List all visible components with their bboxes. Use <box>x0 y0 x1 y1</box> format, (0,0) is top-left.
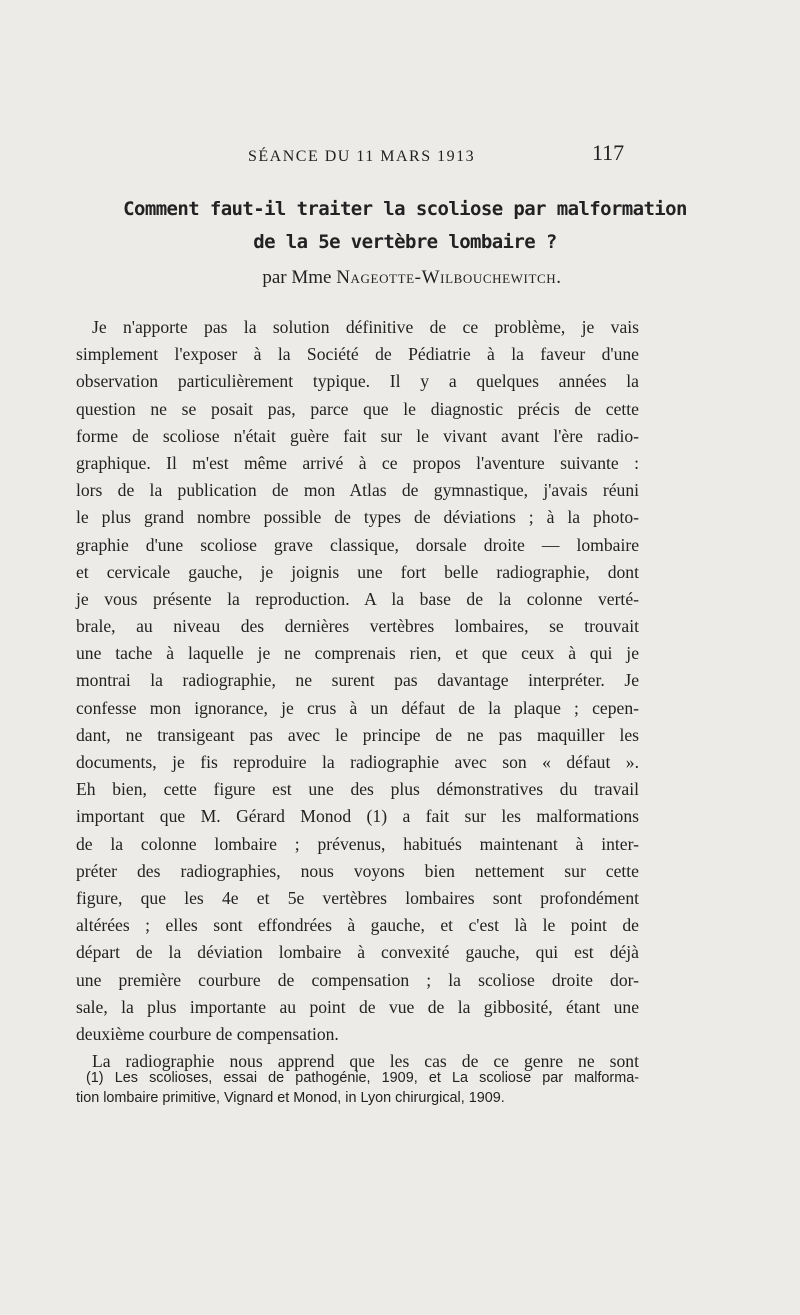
page-number: 117 <box>592 140 625 165</box>
body-line: forme de scoliose n'était guère fait sur le vivant avant l'ère radio- <box>76 425 639 446</box>
body-line: le plus grand nombre possible de types de déviations ; à la photo- <box>76 507 639 528</box>
body-line: une tache à laquelle je ne comprenais rien, et que ceux à qui je <box>76 643 639 664</box>
running-header <box>0 140 800 180</box>
body-line: confesse mon ignorance, je crus à un défaut de la plaque ; cepen- <box>76 697 639 718</box>
body-line: dant, ne transigeant pas avec le principe de ne pas maquiller les <box>76 724 639 745</box>
article-title-line-2: de la 5e vertèbre lombaire ? <box>253 231 557 253</box>
body-line: et cervicale gauche, je joignis une fort belle radiographie, dont <box>76 561 639 582</box>
body-line: figure, que les 4e et 5e vertèbres lombaires sont profondément <box>76 887 639 908</box>
byline <box>0 267 800 289</box>
article-title-line-1: Comment faut-il traiter la scoliose par malformation <box>123 198 687 220</box>
body-line: brale, au niveau des dernières vertèbres lombaires, se trouvait <box>76 616 639 637</box>
body-line: Je n'apporte pas la solution définitive de ce problème, je vais <box>92 317 639 337</box>
footnote-line: tion lombaire primitive, Vignard et Monod, in Lyon chirurgical, 1909. <box>76 1090 505 1106</box>
body-line: je vous présente la reproduction. A la base de la colonne verté- <box>76 588 639 609</box>
body-line: documents, je fis reproduire la radiographie avec son « défaut ». <box>76 752 639 772</box>
body-line: départ de la déviation lombaire à convexité gauche, qui est déjà <box>76 942 639 963</box>
body-line: question ne se posait pas, parce que le diagnostic précis de cette <box>76 398 639 419</box>
body-line: lors de la publication de mon Atlas de gymnastique, j'avais réuni <box>76 480 639 501</box>
body-line: montrai la radiographie, ne surent pas davantage interpréter. Je <box>76 670 639 691</box>
body-line: observation particulièrement typique. Il y a quelques années la <box>76 371 639 392</box>
body-line: préter des radiographies, nous voyons bien nettement sur cette <box>76 860 639 881</box>
body-line: deuxième courbure de compensation. <box>76 1023 339 1044</box>
body-line: sale, la plus importante au point de vue de la gibbosité, étant une <box>76 996 639 1017</box>
footnote-line: (1) Les scolioses, essai de pathogénie, 1909, et La scoliose par malforma- <box>86 1070 639 1086</box>
body-line: La radiographie nous apprend que les cas de ce genre ne sont <box>92 1051 639 1072</box>
body-line: graphique. Il m'est même arrivé à ce propos l'aventure suivante : <box>76 452 639 473</box>
body-line: Eh bien, cette figure est une des plus démonstratives du travail <box>76 779 639 800</box>
byline-prefix: par Mme <box>262 267 332 288</box>
body-line: simplement l'exposer à la Société de Pédiatrie à la faveur d'une <box>76 344 639 365</box>
body-line: altérées ; elles sont effondrées à gauche, et c'est là le point de <box>76 915 639 936</box>
footnotes <box>76 1068 639 1108</box>
running-title: SÉANCE DU 11 MARS 1913 <box>248 148 476 165</box>
body-line: graphie d'une scoliose grave classique, dorsale droite — lombaire <box>76 534 639 555</box>
body-line: de la colonne lombaire ; prévenus, habitués maintenant à inter- <box>76 833 639 854</box>
body-line: une première courbure de compensation ; la scoliose droite dor- <box>76 969 639 990</box>
byline-author: Nageotte-Wilbouchewitch. <box>336 267 562 288</box>
body-text <box>76 314 639 1075</box>
article-title <box>110 193 700 259</box>
body-line: important que M. Gérard Monod (1) a fait sur les malformations <box>76 806 639 827</box>
